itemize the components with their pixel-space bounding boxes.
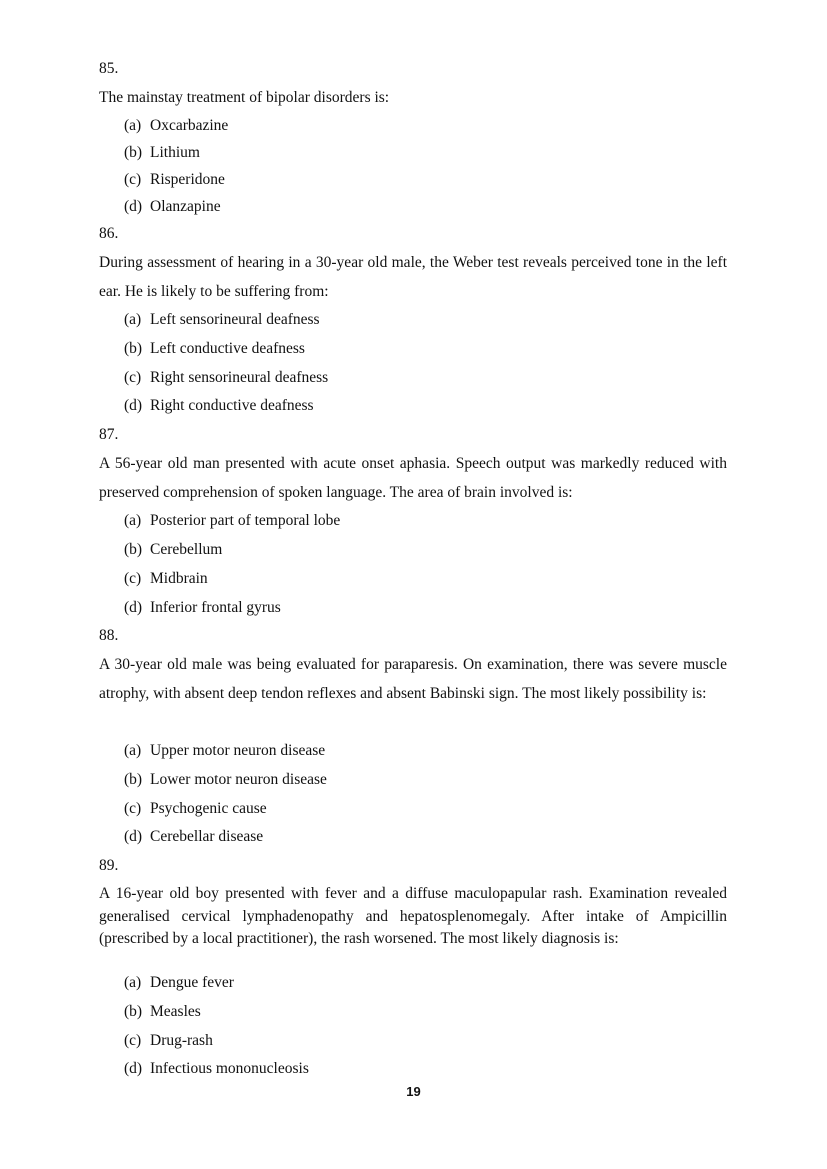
option-text: Right sensorineural deafness: [150, 369, 329, 386]
answer-option: [124, 397, 314, 415]
option-text: Posterior part of temporal lobe: [150, 512, 341, 529]
option-letter: (d): [124, 1060, 143, 1077]
answer-option: [124, 117, 228, 135]
option-letter: (a): [124, 311, 142, 328]
answer-option: [124, 974, 234, 992]
question-number: 86.: [99, 225, 119, 242]
option-text: Upper motor neuron disease: [150, 742, 326, 759]
option-letter: (a): [124, 512, 142, 529]
option-letter: (b): [124, 340, 143, 357]
answer-option: [124, 144, 200, 162]
option-text: Left conductive deafness: [150, 340, 305, 357]
question-number: 88.: [99, 627, 119, 644]
option-text: Inferior frontal gyrus: [150, 599, 281, 616]
option-text: Dengue fever: [150, 974, 234, 991]
option-text: Cerebellum: [150, 541, 223, 558]
option-letter: (c): [124, 1032, 142, 1049]
answer-option: [124, 599, 281, 617]
question-number: 87.: [99, 426, 119, 443]
option-letter: (d): [124, 198, 143, 215]
option-letter: (a): [124, 742, 142, 759]
answer-option: [124, 771, 327, 789]
option-letter: (a): [124, 117, 142, 134]
answer-option: [124, 311, 320, 329]
answer-option: [124, 512, 340, 530]
answer-option: [124, 541, 222, 559]
option-text: Lower motor neuron disease: [150, 771, 327, 788]
option-text: Psychogenic cause: [150, 800, 267, 817]
option-text: Left sensorineural deafness: [150, 311, 320, 328]
option-text: Measles: [150, 1003, 201, 1020]
answer-option: [124, 340, 305, 358]
option-letter: (a): [124, 974, 142, 991]
answer-option: [124, 1060, 309, 1078]
answer-option: [124, 171, 225, 189]
option-letter: (c): [124, 800, 142, 817]
option-letter: (c): [124, 369, 142, 386]
option-text: Right conductive deafness: [150, 397, 314, 414]
option-text: Olanzapine: [150, 198, 221, 215]
question-number: 89.: [99, 857, 119, 874]
answer-option: [124, 1032, 213, 1050]
question-stem: The mainstay treatment of bipolar disorders is:: [99, 89, 390, 106]
option-text: Risperidone: [150, 171, 225, 188]
option-text: Cerebellar disease: [150, 828, 264, 845]
option-text: Oxcarbazine: [150, 117, 229, 134]
option-text: Lithium: [150, 144, 200, 161]
question-stem: A 16-year old boy presented with fever and a diffuse maculopapular rash. Examination revealed generalised cervical lymphadenopathy and hepatosplenomegaly. After intake of Ampicillin (prescribed by a local practitioner), the rash worsened. The most likely diagnosis is:: [99, 885, 727, 947]
option-letter: (b): [124, 144, 143, 161]
option-letter: (c): [124, 570, 142, 587]
answer-option: [124, 369, 328, 387]
question-number: 85.: [99, 60, 119, 77]
option-text: Infectious mononucleosis: [150, 1060, 309, 1077]
answer-option: [124, 828, 263, 846]
option-letter: (b): [124, 541, 143, 558]
option-text: Midbrain: [150, 570, 208, 587]
option-letter: (b): [124, 1003, 143, 1020]
answer-option: [124, 800, 267, 818]
option-letter: (d): [124, 828, 143, 845]
answer-option: [124, 1003, 201, 1021]
answer-option: [124, 570, 208, 588]
question-stem: A 30-year old male was being evaluated for paraparesis. On examination, there was severe muscle atrophy, with absent deep tendon reflexes and absent Babinski sign. The most likely possibility is:: [99, 656, 727, 702]
page-number: 19: [406, 1084, 421, 1099]
question-stem: During assessment of hearing in a 30-year old male, the Weber test reveals perceived tone in the left ear. He is likely to be suffering from:: [99, 254, 727, 300]
question-stem: A 56-year old man presented with acute onset aphasia. Speech output was markedly reduced with preserved comprehension of spoken language. The area of brain involved is:: [99, 455, 727, 501]
option-text: Drug-rash: [150, 1032, 213, 1049]
option-letter: (d): [124, 599, 143, 616]
option-letter: (b): [124, 771, 143, 788]
answer-option: [124, 742, 325, 760]
option-letter: (c): [124, 171, 142, 188]
answer-option: [124, 198, 221, 216]
option-letter: (d): [124, 397, 143, 414]
